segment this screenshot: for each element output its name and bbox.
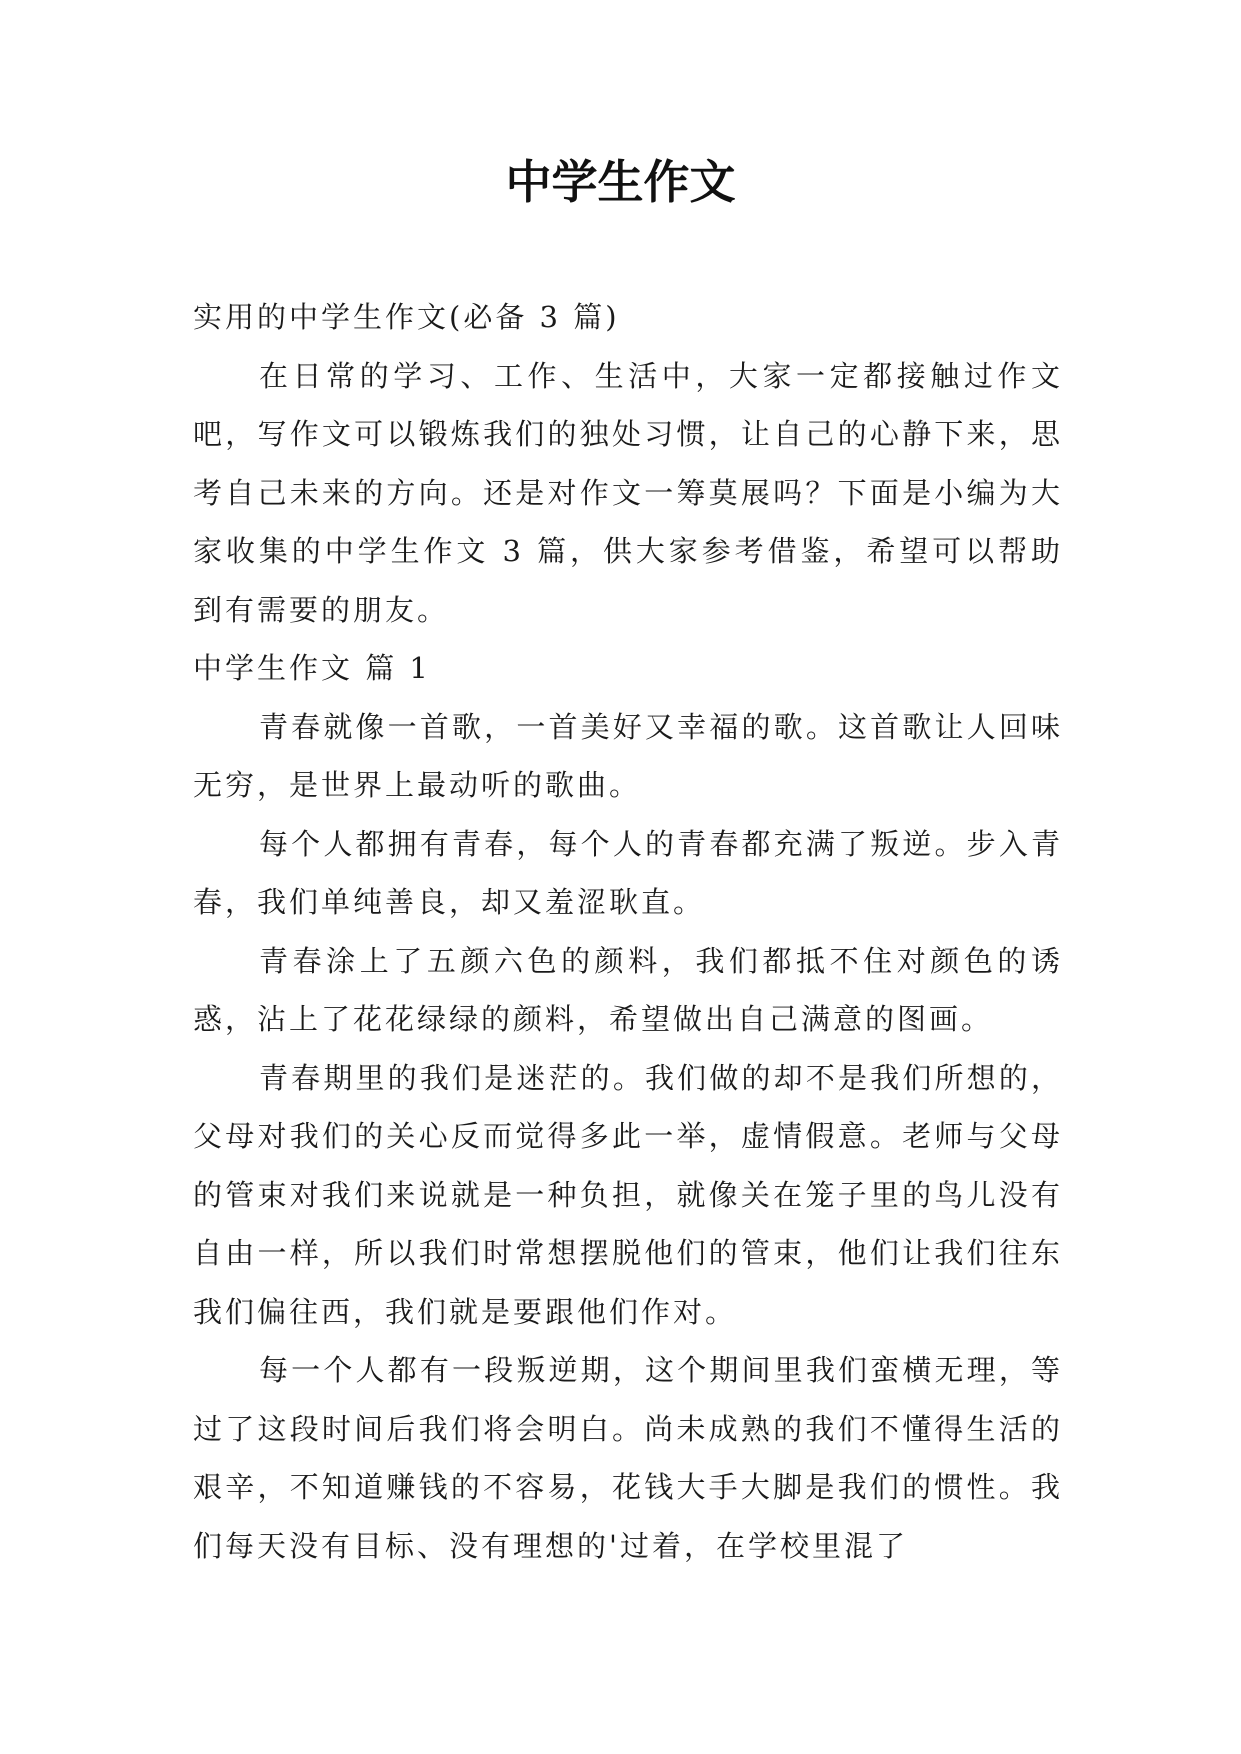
body-paragraph: 每个人都拥有青春，每个人的青春都充满了叛逆。步入青春，我们单纯善良，却又羞涩耿直。 — [193, 826, 1063, 919]
body-paragraph: 每一个人都有一段叛逆期，这个期间里我们蛮横无理，等过了这段时间后我们将会明白。尚未成熟的我们不懂得生活的艰辛，不知道赚钱的不容易，花钱大手大脚是我们的惯性。我们每天没有目标、没有理想的'过着，在学校里混了 — [193, 1353, 1063, 1563]
intro-paragraph: 在日常的学习、工作、生活中，大家一定都接触过作文吧，写作文可以锻炼我们的独处习惯，让自己的心静下来，思考自己未来的方向。还是对作文一筹莫展吗？下面是小编为大家收集的中学生作文 3 篇，供大家参考借鉴，希望可以帮助到有需要的朋友。 — [193, 358, 1063, 627]
document-body — [193, 288, 1063, 1575]
body-paragraph: 青春涂上了五颜六色的颜料，我们都抵不住对颜色的诱惑，沾上了花花绿绿的颜料，希望做出自己满意的图画。 — [193, 943, 1063, 1036]
section-heading: 中学生作文 篇 1 — [193, 651, 431, 685]
document-title: 中学生作文 — [505, 155, 736, 209]
body-paragraph: 青春就像一首歌，一首美好又幸福的歌。这首歌让人回味无穷，是世界上最动听的歌曲。 — [193, 709, 1063, 802]
body-paragraph: 青春期里的我们是迷茫的。我们做的却不是我们所想的，父母对我们的关心反而觉得多此一举，虚情假意。老师与父母的管束对我们来说就是一种负担，就像关在笼子里的鸟儿没有自由一样，所以我们时常想摆脱他们的管束，他们让我们往东我们偏往西，我们就是要跟他们作对。 — [193, 1060, 1063, 1329]
document-subtitle: 实用的中学生作文(必备 3 篇) — [193, 300, 620, 334]
